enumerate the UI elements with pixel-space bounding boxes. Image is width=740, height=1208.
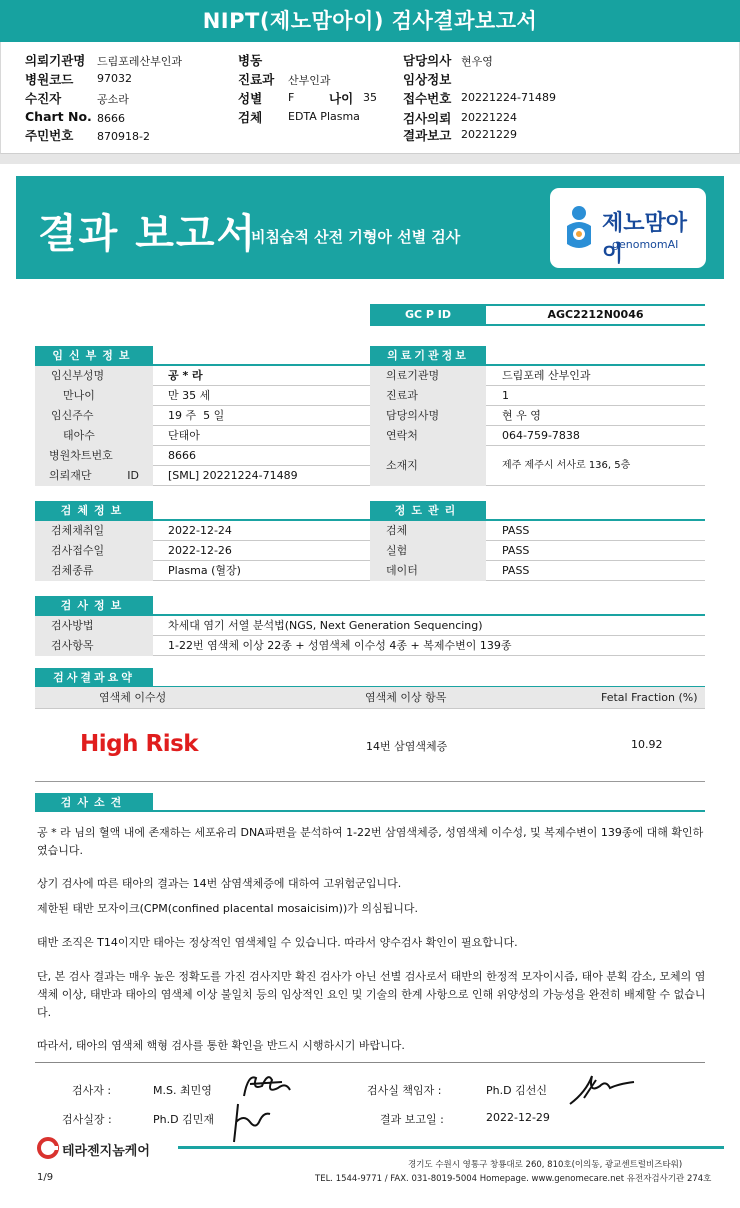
field-value: 20221229 bbox=[461, 128, 517, 141]
qc-heading: 정도관리 bbox=[370, 501, 486, 520]
footer-rule bbox=[178, 1146, 724, 1149]
table-row bbox=[35, 541, 370, 561]
finding-paragraph: 단, 본 검사 결과는 매우 높은 정확도를 가진 검사지만 확진 검사가 아닌 선별 검사로서 태반의 한정적 모자이시즘, 태아 분획 감소, 모체의 염색체 이상, 태반과 태아의 염색체 이상 불일치 등의 임상적인 요인 및 기술의 한계 사항으로 인해 위양성의 가능성을 완전히 배제할 수 없습니다. bbox=[37, 970, 706, 1019]
table-row bbox=[35, 406, 370, 426]
row-value: 만 35 세 bbox=[168, 389, 211, 402]
field-label: 수진자 bbox=[25, 91, 62, 106]
row-label: 검사방법 bbox=[35, 616, 153, 636]
row-label: 만나이 bbox=[35, 386, 153, 406]
column-header: Fetal Fraction (%) bbox=[601, 691, 698, 704]
row-label: 검체 bbox=[370, 521, 486, 541]
signature-rule bbox=[35, 1062, 705, 1063]
field-value: 35 bbox=[363, 91, 377, 104]
finding-paragraph: 상기 검사에 따른 태아의 결과는 14번 삼염색체증에 대하여 고위험군입니다. bbox=[37, 877, 402, 890]
row-value: 1-22번 염색체 이상 22종 + 성염색체 이수성 4종 + 복제수변이 139종 bbox=[168, 639, 512, 652]
field-value: 공소라 bbox=[97, 93, 129, 106]
table-row bbox=[370, 561, 705, 581]
field-label: 성별 bbox=[238, 91, 263, 106]
table-row bbox=[370, 366, 705, 386]
field-value: 20221224 bbox=[461, 111, 517, 124]
table-row bbox=[35, 426, 370, 446]
banner-title: 결과 보고서 bbox=[38, 211, 258, 257]
field-label: 진료과 bbox=[238, 72, 275, 87]
table-row bbox=[35, 616, 705, 636]
field-value: EDTA Plasma bbox=[288, 110, 360, 123]
terragen-logo-icon bbox=[36, 1136, 60, 1160]
row-value: PASS bbox=[502, 524, 530, 537]
header-divider bbox=[0, 154, 740, 164]
column-header: 염색체 이수성 bbox=[99, 691, 167, 704]
fetal-fraction: 10.92 bbox=[631, 738, 663, 751]
row-label: 검체채취일 bbox=[35, 521, 153, 541]
result-banner bbox=[16, 176, 724, 279]
row-label: 임신주수 bbox=[35, 406, 153, 426]
page-number: 1/9 bbox=[37, 1172, 54, 1183]
row-label: 검사접수일 bbox=[35, 541, 153, 561]
summary-heading: 검사결과요약 bbox=[35, 668, 153, 687]
director-label: 검사실장 : bbox=[62, 1113, 112, 1126]
row-value: 드림포레 산부인과 bbox=[502, 369, 591, 382]
row-value: 8666 bbox=[168, 449, 196, 462]
row-value: [SML] 20221224-71489 bbox=[168, 469, 298, 482]
lab-manager-signature-icon bbox=[566, 1068, 638, 1108]
field-value: 드림포레산부인과 bbox=[97, 55, 183, 68]
field-label: 주민번호 bbox=[25, 128, 74, 143]
row-label: 검체종류 bbox=[35, 561, 153, 581]
table-row bbox=[35, 386, 370, 406]
gcp-id-value: AGC2212N0046 bbox=[547, 308, 644, 321]
table-row bbox=[370, 386, 705, 406]
director-name: Ph.D 김민재 bbox=[153, 1113, 214, 1126]
specimen-info-heading: 검체정보 bbox=[35, 501, 153, 520]
tester-name: M.S. 최민영 bbox=[153, 1084, 212, 1097]
findings-heading: 검사소견 bbox=[35, 793, 153, 812]
field-value: 97032 bbox=[97, 72, 132, 85]
row-label: 데이터 bbox=[370, 561, 486, 581]
report-date: 2022-12-29 bbox=[486, 1111, 550, 1124]
company-name: 테라젠지놈케어 bbox=[62, 1144, 150, 1159]
abnormal-item: 14번 삼염색체증 bbox=[366, 740, 448, 753]
row-value: Plasma (혈장) bbox=[168, 564, 241, 577]
row-label: 소재지 bbox=[370, 446, 486, 486]
test-info-heading: 검사정보 bbox=[35, 596, 153, 615]
column-header: 염색체 이상 항목 bbox=[365, 691, 447, 704]
risk-result: High Risk bbox=[80, 731, 199, 757]
row-label: 실험 bbox=[370, 541, 486, 561]
logo-english: genomomAI bbox=[612, 238, 679, 251]
row-label: 진료과 bbox=[370, 386, 486, 406]
company-address: 경기도 수원시 영통구 창룡대로 260, 810호(이의동, 광교센트럴비즈타워) bbox=[408, 1160, 683, 1170]
finding-paragraph: 공 * 라 님의 혈액 내에 존재하는 세포유리 DNA파편을 분석하여 1-22번 삼염색체증, 성염색체 이수성, 및 복제수변이 139종에 대해 확인하였습니다. bbox=[37, 826, 704, 857]
table-row bbox=[35, 466, 370, 486]
field-value: 20221224-71489 bbox=[461, 91, 556, 104]
logo-text: 제노맘아이 bbox=[602, 211, 688, 267]
row-label: 검사항목 bbox=[35, 636, 153, 656]
finding-paragraph: 제한된 태반 모자이크(CPM(confined placental mosaicisim))가 의심됩니다. bbox=[37, 902, 418, 915]
pregnant-info-heading: 임신부정보 bbox=[35, 346, 153, 365]
director-signature-icon bbox=[230, 1100, 274, 1146]
table-row bbox=[370, 521, 705, 541]
field-label: 검사의뢰 bbox=[403, 111, 452, 126]
summary-header-row bbox=[35, 687, 705, 709]
section-rule bbox=[35, 810, 705, 812]
row-label: 담당의사명 bbox=[370, 406, 486, 426]
row-value: 2022-12-24 bbox=[168, 524, 232, 537]
row-value: 2022-12-26 bbox=[168, 544, 232, 557]
row-value: 064-759-7838 bbox=[502, 429, 580, 442]
gcp-id-row bbox=[370, 304, 705, 326]
field-label: 담당의사 bbox=[403, 53, 452, 68]
table-row bbox=[35, 521, 370, 541]
summary-rule bbox=[35, 781, 705, 782]
table-row bbox=[35, 446, 370, 466]
finding-paragraph: 따라서, 태아의 염색체 핵형 검사를 통한 확인을 반드시 시행하시기 바랍니다. bbox=[37, 1039, 405, 1052]
field-label: 의뢰기관명 bbox=[25, 53, 86, 68]
row-label: 태아수 bbox=[35, 426, 153, 446]
row-label: 병원차트번호 bbox=[35, 446, 153, 466]
banner-subtitle: 비침습적 산전 기형아 선별 검사 bbox=[251, 228, 461, 246]
row-label: 의료기관명 bbox=[370, 366, 486, 386]
table-row bbox=[370, 406, 705, 426]
row-label: 임신부성명 bbox=[35, 366, 153, 386]
table-row bbox=[370, 426, 705, 446]
field-label: 병원코드 bbox=[25, 72, 74, 87]
table-row bbox=[35, 636, 705, 656]
row-label: 의뢰재단 ID bbox=[35, 466, 153, 486]
field-value: 현우영 bbox=[461, 55, 493, 68]
row-value: PASS bbox=[502, 544, 530, 557]
field-label: 나이 bbox=[329, 91, 354, 106]
field-value: 산부인과 bbox=[288, 74, 331, 87]
row-value: 단태아 bbox=[168, 429, 200, 442]
table-row bbox=[35, 366, 370, 386]
table-row bbox=[370, 541, 705, 561]
field-label: 병동 bbox=[238, 53, 263, 68]
report-date-label: 결과 보고일 : bbox=[380, 1113, 444, 1126]
gcp-id-label: GC P ID bbox=[370, 306, 486, 324]
lab-manager-name: Ph.D 김선신 bbox=[486, 1084, 547, 1097]
tester-label: 검사자 : bbox=[72, 1084, 112, 1097]
mother-baby-icon bbox=[562, 204, 596, 252]
finding-paragraph: 태반 조직은 T14이지만 태아는 정상적인 염색체일 수 있습니다. 따라서 양수검사 확인이 필요합니다. bbox=[37, 936, 518, 949]
header-info bbox=[0, 42, 740, 154]
field-value: 8666 bbox=[97, 112, 125, 125]
field-value: 870918-2 bbox=[97, 130, 150, 143]
row-value: 현 우 영 bbox=[502, 409, 541, 422]
row-label: 연락처 bbox=[370, 426, 486, 446]
field-label: 결과보고 bbox=[403, 128, 452, 143]
field-label: Chart No. bbox=[25, 109, 92, 124]
report-title: NIPT(제노맘아이) 검사결과보고서 bbox=[0, 0, 740, 42]
table-row bbox=[35, 561, 370, 581]
row-value: 차세대 염기 서열 분석법(NGS, Next Generation Sequencing) bbox=[168, 619, 483, 632]
company-contact: TEL. 1544-9771 / FAX. 031-8019-5004 Homepage. www.genomecare.net 유전자검사기관 274호 bbox=[315, 1174, 712, 1184]
field-label: 임상정보 bbox=[403, 72, 452, 87]
lab-manager-label: 검사실 책임자 : bbox=[367, 1084, 442, 1097]
row-value: 공 * 라 bbox=[168, 369, 203, 382]
row-value: PASS bbox=[502, 564, 530, 577]
row-value: 제주 제주시 서사로 136, 5층 bbox=[502, 460, 631, 471]
table-row bbox=[370, 446, 705, 486]
institution-info-heading: 의료기관정보 bbox=[370, 346, 486, 365]
field-label: 검체 bbox=[238, 110, 263, 125]
row-value: 1 bbox=[502, 389, 509, 402]
row-value: 19 주 5 일 bbox=[168, 409, 225, 422]
genomom-logo bbox=[550, 188, 706, 268]
field-value: F bbox=[288, 91, 295, 104]
field-label: 접수번호 bbox=[403, 91, 452, 106]
